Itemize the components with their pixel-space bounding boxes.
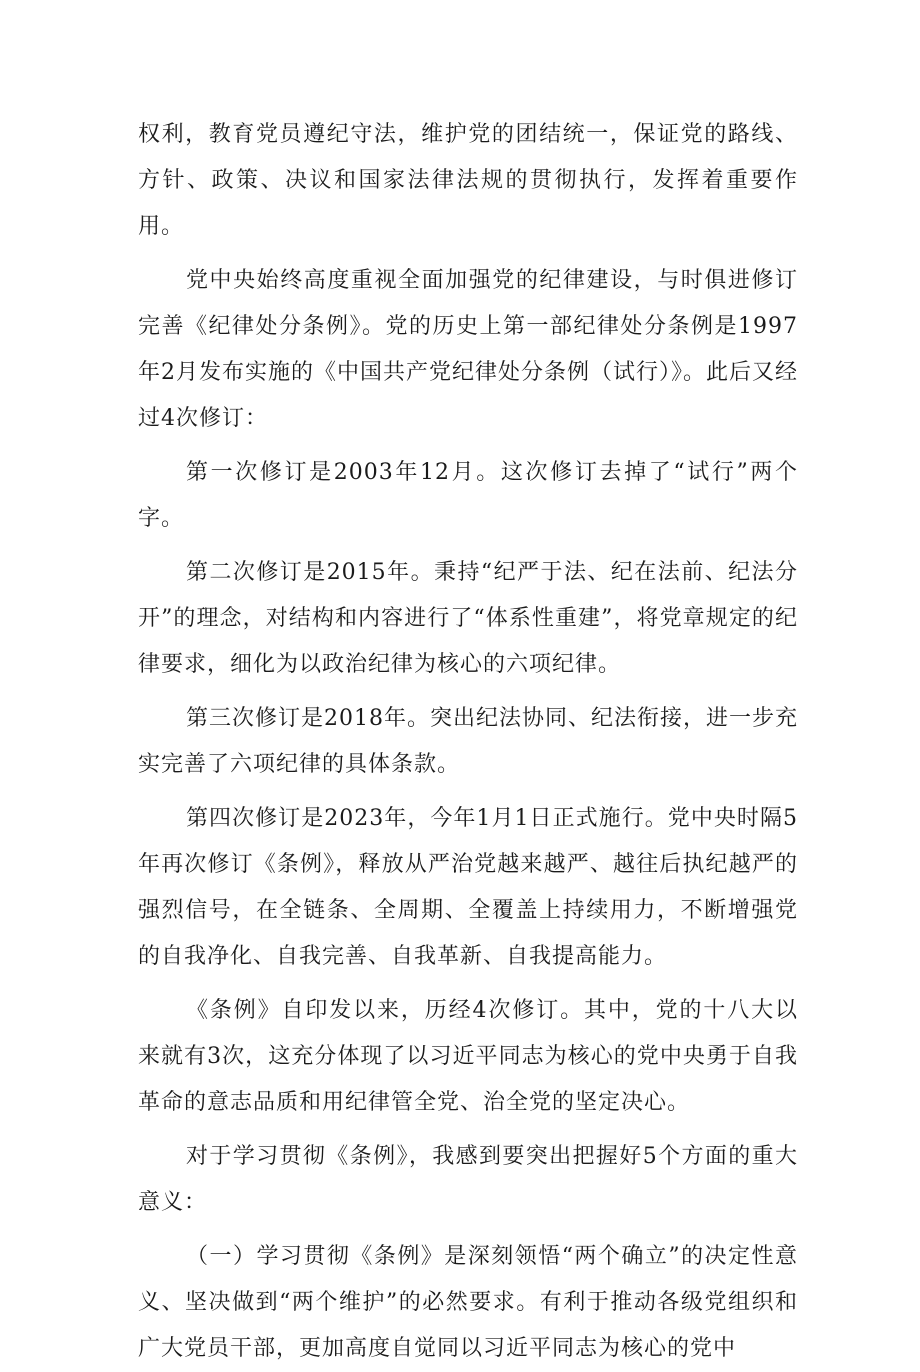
paragraph-second-revision: 第二次修订是2015年。秉持“纪严于法、纪在法前、纪法分开”的理念，对结构和内容进行了“体系性重建”，将党章规定的纪律要求，细化为以政治纪律为核心的六项纪律。 <box>138 560 798 677</box>
paragraph-gap <box>138 442 798 450</box>
paragraph-gap <box>138 980 798 988</box>
paragraph-significance-one: （一）学习贯彻《条例》是深刻领悟“两个确立”的决定性意义、坚决做到“两个维护”的必然要求。有利于推动各级党组织和广大党员干部，更加高度自觉同以习近平同志为核心的党中 <box>138 1244 798 1361</box>
paragraph-significance-intro: 对于学习贯彻《条例》，我感到要突出把握好5个方面的重大意义： <box>138 1144 798 1215</box>
paragraph-first-revision: 第一次修订是2003年12月。这次修订去掉了“试行”两个字。 <box>138 460 798 531</box>
paragraph-continuation: 权利，教育党员遵纪守法，维护党的团结统一，保证党的路线、方针、政策、决议和国家法律法规的贯彻执行，发挥着重要作用。 <box>138 122 798 239</box>
paragraph-regulation-summary: 《条例》自印发以来，历经4次修订。其中，党的十八大以来就有3次，这充分体现了以习近平同志为核心的党中央勇于自我革命的意志品质和用纪律管全党、治全党的坚定决心。 <box>138 998 798 1115</box>
document-body <box>138 112 798 1372</box>
paragraph-gap <box>138 1126 798 1134</box>
paragraph-revision-history: 党中央始终高度重视全面加强党的纪律建设，与时俱进修订完善《纪律处分条例》。党的历史上第一部纪律处分条例是1997年2月发布实施的《中国共产党纪律处分条例（试行）》。此后又经过4次修订： <box>138 268 798 431</box>
paragraph-gap <box>138 1226 798 1234</box>
paragraph-gap <box>138 542 798 550</box>
paragraph-gap <box>138 788 798 796</box>
paragraph-third-revision: 第三次修订是2018年。突出纪法协同、纪法衔接，进一步充实完善了六项纪律的具体条款。 <box>138 706 798 777</box>
paragraph-gap <box>138 688 798 696</box>
paragraph-gap <box>138 250 798 258</box>
paragraph-fourth-revision: 第四次修订是2023年，今年1月1日正式施行。党中央时隔5年再次修订《条例》，释放从严治党越来越严、越往后执纪越严的强烈信号，在全链条、全周期、全覆盖上持续用力，不断增强党的自我净化、自我完善、自我革新、自我提高能力。 <box>138 806 798 969</box>
